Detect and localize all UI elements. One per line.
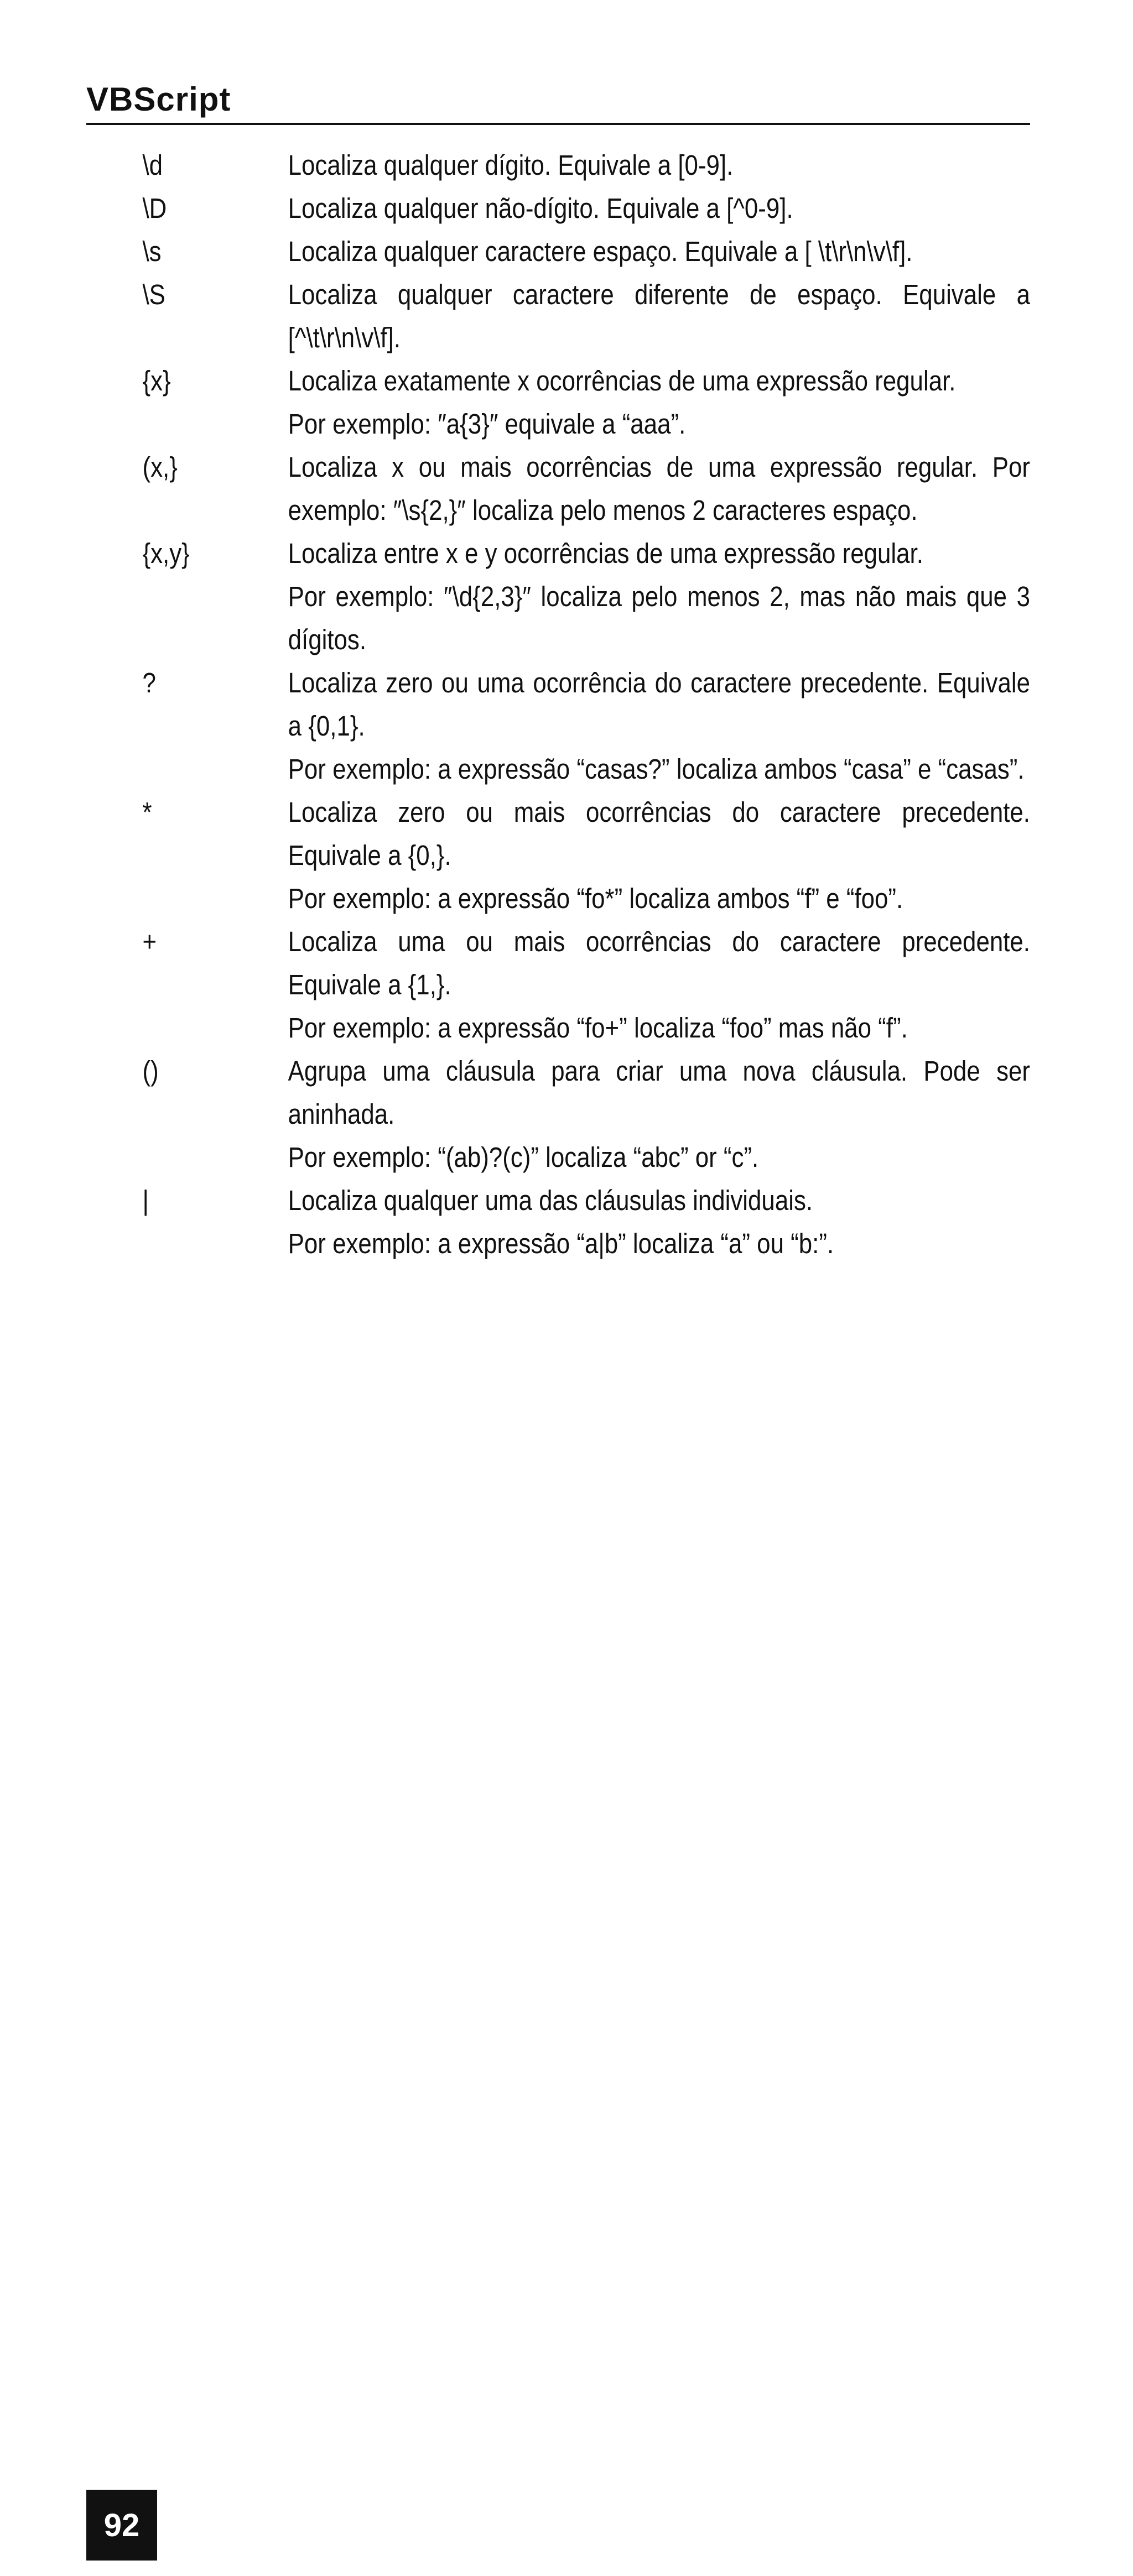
definition-description bbox=[288, 791, 1030, 920]
description-example: Por exemplo: ″\d{2,3}″ localiza pelo menos 2, mas não mais que 3 dígitos. bbox=[288, 581, 1030, 655]
description-example: Por exemplo: a expressão “fo*” localiza ambos “f” e “foo”. bbox=[288, 883, 903, 914]
definition-description bbox=[288, 532, 1030, 661]
definition-entry bbox=[86, 359, 1030, 446]
definition-term: {x} bbox=[142, 365, 171, 397]
definition-entry bbox=[86, 230, 1030, 273]
description-line: Localiza zero ou uma ocorrência do caractere precedente. Equivale a {0,1}. bbox=[288, 667, 1030, 742]
page-body bbox=[86, 83, 1030, 1265]
definition-description bbox=[288, 187, 1030, 230]
definition-description bbox=[288, 1050, 1030, 1179]
definition-term: * bbox=[142, 796, 152, 828]
definition-list bbox=[86, 144, 1030, 1265]
definition-entry bbox=[86, 1050, 1030, 1179]
definition-term: \s bbox=[142, 236, 162, 267]
description-line: Localiza zero ou mais ocorrências do caractere precedente. Equivale a {0,}. bbox=[288, 796, 1030, 871]
definition-description bbox=[288, 144, 1030, 187]
definition-entry bbox=[86, 791, 1030, 920]
definition-term: (x,} bbox=[142, 451, 178, 483]
definition-description bbox=[288, 446, 1030, 532]
definition-description bbox=[288, 1179, 1030, 1265]
description-example: Por exemplo: a expressão “a|b” localiza “a” ou “b:”. bbox=[288, 1228, 834, 1259]
definition-term: | bbox=[142, 1185, 149, 1216]
description-line: Localiza qualquer caractere diferente de espaço. Equivale a [^\t\r\n\v\f]. bbox=[288, 279, 1030, 353]
running-head: VBScript bbox=[86, 83, 1030, 125]
definition-entry bbox=[86, 920, 1030, 1050]
definition-description bbox=[288, 920, 1030, 1050]
definition-entry bbox=[86, 661, 1030, 791]
description-line: Localiza qualquer não-dígito. Equivale a [^0-9]. bbox=[288, 192, 793, 224]
description-line: Localiza exatamente x ocorrências de uma expressão regular. bbox=[288, 365, 956, 397]
description-line: Localiza qualquer uma das cláusulas individuais. bbox=[288, 1185, 813, 1216]
definition-entry bbox=[86, 1179, 1030, 1265]
description-line: Localiza uma ou mais ocorrências do caractere precedente. Equivale a {1,}. bbox=[288, 926, 1030, 1000]
description-line: Localiza qualquer caractere espaço. Equivale a [ \t\r\n\v\f]. bbox=[288, 236, 913, 267]
definition-entry bbox=[86, 273, 1030, 359]
definition-description bbox=[288, 273, 1030, 359]
page-number-badge: 92 bbox=[86, 2490, 157, 2561]
definition-term: \d bbox=[142, 149, 163, 181]
description-line: Agrupa uma cláusula para criar uma nova cláusula. Pode ser aninhada. bbox=[288, 1055, 1030, 1130]
definition-description bbox=[288, 359, 1030, 446]
definition-term: + bbox=[142, 926, 157, 957]
description-line: Localiza qualquer dígito. Equivale a [0-9]. bbox=[288, 149, 734, 181]
description-example: Por exemplo: a expressão “fo+” localiza “foo” mas não “f”. bbox=[288, 1012, 908, 1044]
description-example: Por exemplo: ″a{3}″ equivale a “aaa”. bbox=[288, 408, 686, 440]
description-line: Localiza x ou mais ocorrências de uma expressão regular. Por exemplo: ″\s{2,}″ localiza pelo menos 2 caracteres espaço. bbox=[288, 451, 1030, 526]
definition-term: {x,y} bbox=[142, 538, 190, 569]
definition-term: \S bbox=[142, 279, 165, 310]
definition-description bbox=[288, 661, 1030, 791]
definition-entry bbox=[86, 532, 1030, 661]
description-example: Por exemplo: “(ab)?(c)” localiza “abc” or “c”. bbox=[288, 1141, 759, 1173]
definition-term: \D bbox=[142, 192, 167, 224]
definition-entry bbox=[86, 144, 1030, 187]
definition-description bbox=[288, 230, 1030, 273]
description-example: Por exemplo: a expressão “casas?” localiza ambos “casa” e “casas”. bbox=[288, 753, 1025, 785]
definition-term: ? bbox=[142, 667, 156, 698]
definition-entry bbox=[86, 187, 1030, 230]
definition-entry bbox=[86, 446, 1030, 532]
description-line: Localiza entre x e y ocorrências de uma expressão regular. bbox=[288, 538, 923, 569]
definition-term: () bbox=[142, 1055, 159, 1087]
